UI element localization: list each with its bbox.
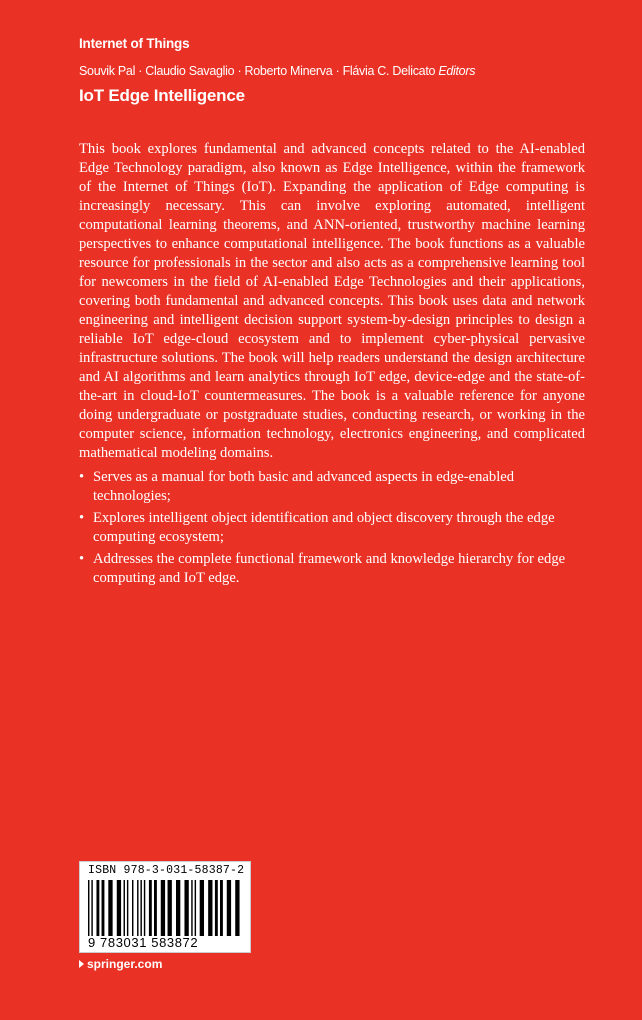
barcode-bar bbox=[227, 880, 231, 936]
barcode-bar bbox=[140, 880, 141, 936]
bullet-icon: • bbox=[79, 551, 85, 567]
barcode-bar bbox=[117, 880, 121, 936]
isbn-barcode-box bbox=[79, 861, 251, 953]
book-title: IoT Edge Intelligence bbox=[79, 86, 245, 105]
barcode-bar bbox=[144, 880, 145, 936]
editors-role-label: Editors bbox=[438, 64, 476, 78]
barcode-bar bbox=[184, 880, 188, 936]
barcode-bar bbox=[208, 880, 212, 936]
barcode-bar bbox=[154, 880, 157, 936]
barcode-bar bbox=[195, 880, 196, 936]
barcode-bar bbox=[191, 880, 192, 936]
bullet-icon: • bbox=[79, 469, 85, 485]
feature-list bbox=[79, 468, 585, 591]
barcode-bar bbox=[235, 880, 239, 936]
feature-list-item bbox=[79, 468, 585, 506]
barcode-bar bbox=[168, 880, 172, 936]
barcode-bar bbox=[220, 880, 223, 936]
feature-list-item bbox=[79, 550, 585, 588]
barcode-bar bbox=[132, 880, 133, 936]
bullet-icon: • bbox=[79, 510, 85, 526]
arrow-right-icon bbox=[79, 960, 84, 968]
feature-list-item bbox=[79, 509, 585, 547]
barcode-bar bbox=[137, 880, 138, 936]
barcode-graphic bbox=[88, 880, 242, 936]
barcode-bar bbox=[127, 880, 128, 936]
barcode-bar bbox=[96, 880, 99, 936]
barcode-bar bbox=[200, 880, 204, 936]
feature-text: Addresses the complete functional framework and knowledge hierarchy for edge computing and IoT edge. bbox=[93, 551, 566, 586]
barcode-bar bbox=[215, 880, 218, 936]
series-name: Internet of Things bbox=[79, 36, 190, 51]
feature-text: Explores intelligent object identification and object discovery through the edge computing ecosystem; bbox=[93, 510, 555, 545]
barcode-bar bbox=[88, 880, 89, 936]
barcode-bar bbox=[161, 880, 165, 936]
publisher-website[interactable] bbox=[79, 957, 162, 971]
barcode-bar bbox=[124, 880, 125, 936]
feature-text: Serves as a manual for both basic and advanced aspects in edge-enabled technologies; bbox=[93, 469, 515, 504]
barcode-bar bbox=[108, 880, 112, 936]
website-label: springer.com bbox=[87, 957, 163, 971]
barcode-digits: 9 783031 583872 bbox=[88, 935, 199, 950]
barcode-bar bbox=[102, 880, 105, 936]
editor-names: Souvik Pal · Claudio Savaglio · Roberto Minerva · Flávia C. Delicato bbox=[79, 64, 436, 78]
barcode-bar bbox=[176, 880, 180, 936]
barcode-bar bbox=[149, 880, 152, 936]
editors-line bbox=[79, 64, 475, 78]
barcode-bar bbox=[91, 880, 92, 936]
isbn-label: ISBN 978-3-031-58387-2 bbox=[88, 864, 245, 877]
book-description: This book explores fundamental and advanced concepts related to the AI-enabled Edge Technology paradigm, also known as Edge Intelligence, within the framework of the Internet of Things (IoT). Expanding the application of Edge computing is increasingly necessary. This can involve exploring automated, intelligent computational learning theorems, and ANN-oriented, trustworthy machine learning perspectives to enhance computational intelligence. The book functions as a valuable resource for professionals in the sector and also acts as a comprehensive learning tool for newcomers in the field of AI-enabled Edge Technologies and their applications, covering both fundamental and advanced concepts. This book uses data and network engineering and intelligent decision support system-by-design principles to design a reliable IoT edge-cloud ecosystem and to implement cyber-physical pervasive infrastructure solutions. The book will help readers understand the design architecture and AI algorithms and learn analytics through IoT edge, device-edge and the state-of-the-art in cloud-IoT countermeasures. The book is a valuable reference for anyone doing undergraduate or postgraduate studies, conducting research, or working in the computer science, information technology, electronics engineering, and complicated mathematical modeling domains. bbox=[79, 141, 585, 461]
